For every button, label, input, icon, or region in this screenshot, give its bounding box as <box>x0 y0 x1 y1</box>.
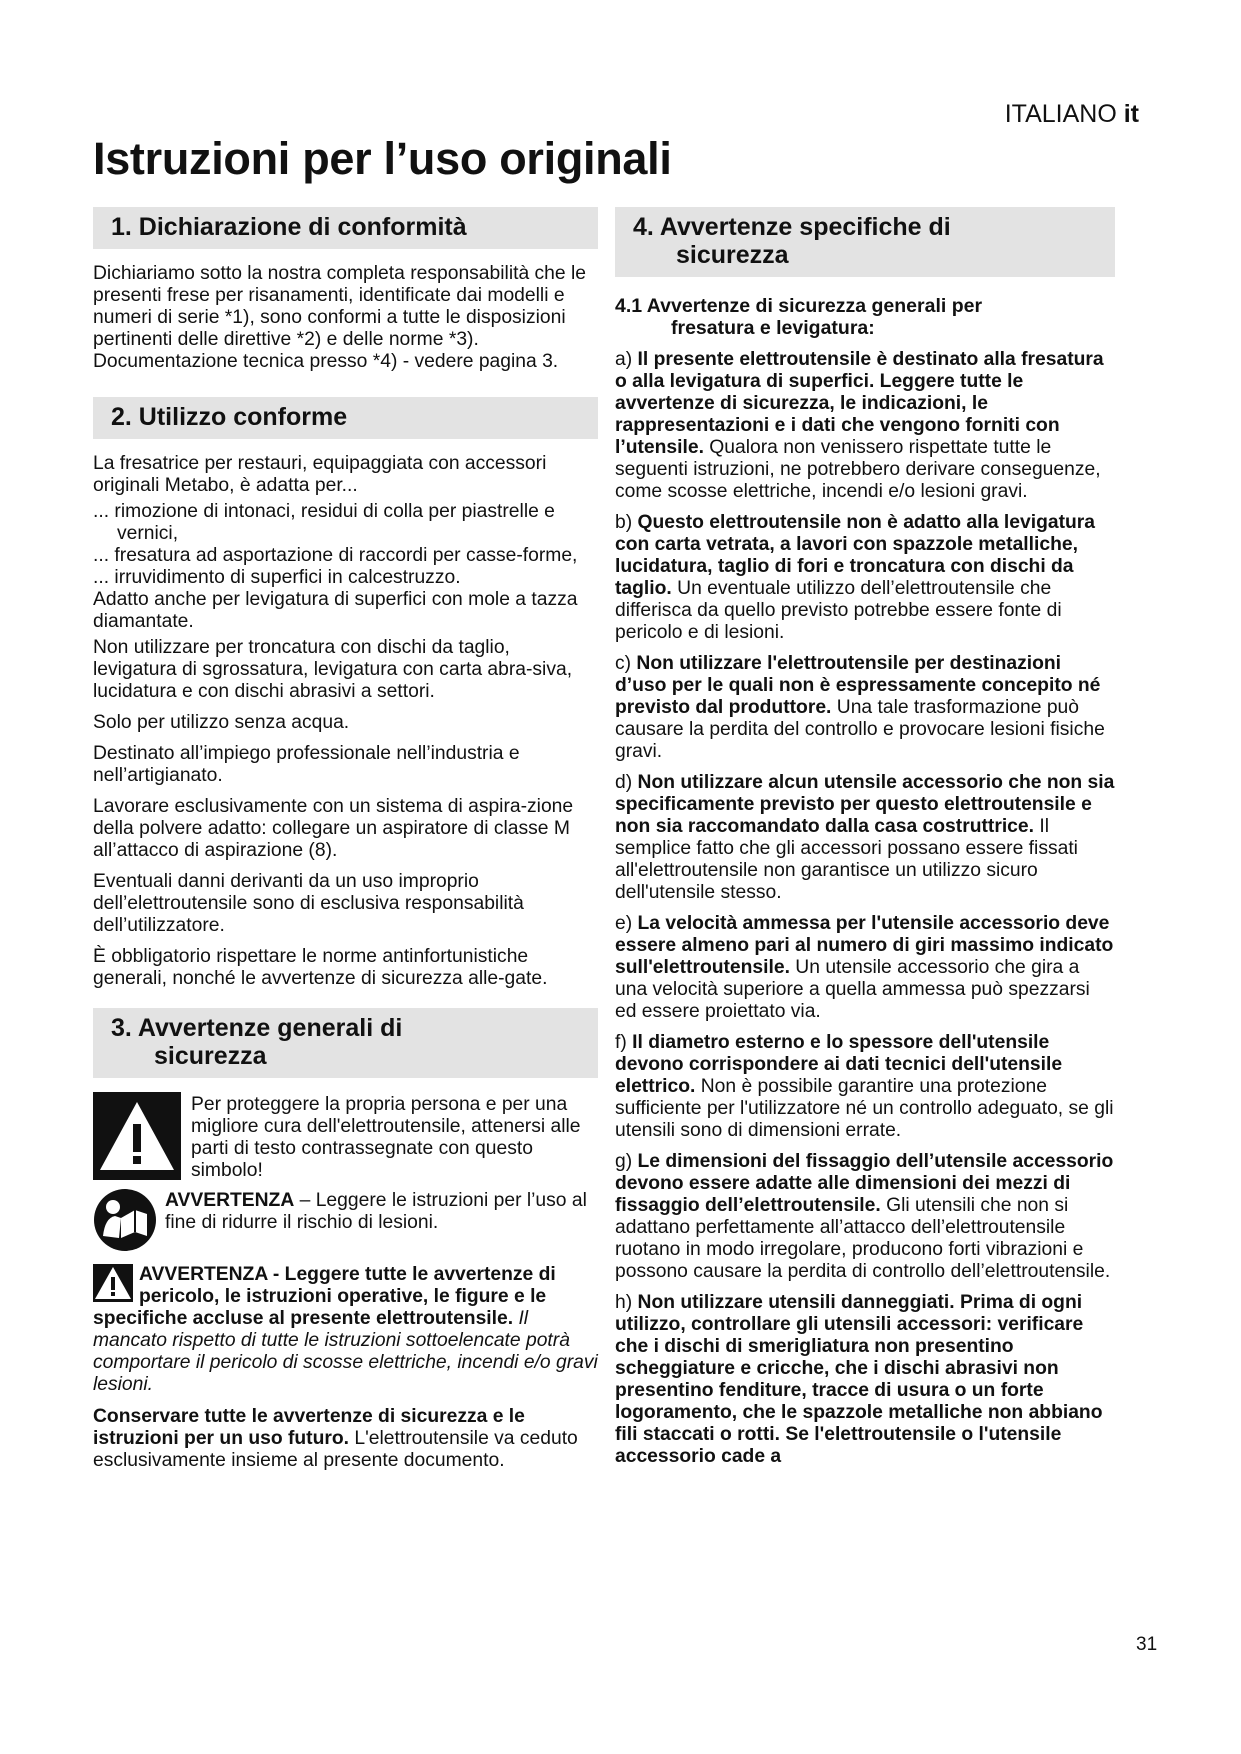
page-number: 31 <box>1136 1634 1158 1655</box>
keep-instructions-paragraph: Conservare tutte le avvertenze di sicurezza e le istruzioni per un uso futuro. L'elettroutensile va ceduto esclusivamente insieme al presente documento. <box>93 1406 578 1471</box>
small-warning-triangle-icon <box>93 1264 133 1302</box>
warning-item-f: f) Il diametro esterno e lo spessore dell'utensile devono corrispondere ai dati tecnici dell'utensile elettrico. Non è possibile garantire una protezione sufficiente per l'utilizzatore né un controllo adeguato, se gli utensili sono di dimensioni errate. <box>615 1032 1114 1141</box>
section-2-paragraph: È obbligatorio rispettare le norme antinfortunistiche generali, nonché le avvertenze di sicurezza alle-gate. <box>93 946 548 989</box>
list-item: ... fresatura ad asportazione di raccordi per casse-forme, <box>93 545 578 566</box>
section-1-text: Dichiariamo sotto la nostra completa responsabilità che le presenti frese per risanamenti, identificate dai modelli e numeri di serie *1), sono conformi a tutte le disposizioni pertinenti delle direttive *2) e delle norme *3). Documentazione tecnica presso *4) - vedere pagina 3. <box>93 263 586 372</box>
list-item: ... rimozione di intonaci, residui di colla per piastrelle e vernici, <box>93 501 555 544</box>
read-manual-icon <box>93 1188 157 1252</box>
section-2-paragraph: Eventuali danni derivanti da un uso improprio dell’elettroutensile sono di esclusiva responsabilità dell’utilizzatore. <box>93 871 524 936</box>
warning-item-b: b) Questo elettroutensile non è adatto alla levigatura con carta vetrata, a lavori con spazzole metalliche, lucidatura, taglio di fori e troncatura con dischi da taglio. Un eventuale utilizzo dell’elettroutensile che differisca da quello previsto potrebbe essere fonte di pericolo e di lesioni. <box>615 512 1096 643</box>
section-2-intro: La fresatrice per restauri, equipaggiata con accessori originali Metabo, è adatta per... <box>93 453 547 496</box>
section-2-paragraph: Solo per utilizzo senza acqua. <box>93 712 350 733</box>
section-3-heading: 3. Avvertenze generali di sicurezza <box>93 1008 598 1078</box>
section-4-1-heading: 4.1 Avvertenze di sicurezza generali per fresatura e levigatura: <box>615 295 983 339</box>
right-column <box>615 207 1115 1477</box>
list-item: ... irruvidimento di superfici in calcestruzzo. <box>93 567 461 588</box>
section-2-paragraph: Destinato all’impiego professionale nell’industria e nell’artigianato. <box>93 743 520 786</box>
general-warning-paragraph: AVVERTENZA - Leggere tutte le avvertenze di pericolo, le istruzioni operative, le figure e le specifiche accluse al presente elettroutensile. Il mancato rispetto di tutte le istruzioni sottoelencate potrà comportare il pericolo di scosse elettriche, incendi e/o gravi lesioni. <box>93 1264 598 1395</box>
warning-item-a: a) Il presente elettroutensile è destinato alla fresatura o alla levigatura di superfici. Leggere tutte le avvertenze di sicurezza, le indicazioni, le rappresentazioni e i dati che vengono forniti con l’utensile. Qualora non venissero rispettate tutte le seguenti istruzioni, ne potrebbero derivare conseguenze, come scosse elettriche, incendi e/o lesioni gravi. <box>615 349 1104 502</box>
read-manual-text: AVVERTENZA – Leggere le istruzioni per l’uso al fine di ridurre il rischio di lesioni. <box>165 1190 587 1233</box>
warning-symbol-text: Per proteggere la propria persona e per una migliore cura dell'elettroutensile, attenersi alle parti di testo contrassegnate con questo simbolo! <box>191 1094 581 1181</box>
warning-item-e: e) La velocità ammessa per l'utensile accessorio deve essere almeno pari al numero di giri massimo indicato sull'elettroutensile. Un utensile accessorio che gira a una velocità superiore a quella ammessa può spezzarsi ed essere proiettato via. <box>615 913 1114 1022</box>
section-2-paragraph: Non utilizzare per troncatura con dischi da taglio, levigatura di sgrossatura, levigatura con carta abra-siva, lucidatura e con dischi abrasivi a settori. <box>93 637 573 702</box>
warning-item-d: d) Non utilizzare alcun utensile accessorio che non sia specificamente previsto per questo elettroutensile e non sia raccomandato dalla casa costruttrice. Il semplice fatto che gli accessori possano essere fissati all'elettroutensile non garantisce un utilizzo sicuro dell'utensile stesso. <box>615 772 1115 903</box>
warning-item-g: g) Le dimensioni del fissaggio dell’utensile accessorio devono essere adatte alle dimensioni dei mezzi di fissaggio dell’elettroutensile. Gli utensili che non si adattano perfettamente all’attacco dell’elettroutensile ruotano in modo irregolare, producono forti vibrazioni e possono causare la perdita di controllo dell’elettroutensile. <box>615 1151 1114 1282</box>
section-2-paragraph: Lavorare esclusivamente con un sistema di aspira-zione della polvere adatto: collegare un aspiratore di classe M all’attacco di aspirazione (8). <box>93 796 574 861</box>
section-2-heading: 2. Utilizzo conforme <box>93 397 598 439</box>
warning-symbol-note <box>93 1092 598 1182</box>
warning-item-c: c) Non utilizzare l'elettroutensile per destinazioni d’uso per le quali non è espressamente concepito né previsto dal produttore. Una tale trasformazione può causare la perdita del controllo e provocare lesioni fisiche gravi. <box>615 653 1105 762</box>
warning-triangle-icon <box>93 1092 181 1180</box>
section-4-heading: 4. Avvertenze specifiche di sicurezza <box>615 207 1115 277</box>
warning-item-h: h) Non utilizzare utensili danneggiati. Prima di ogni utilizzo, controllare gli utensili accessori: verificare che i dischi di smerigliatura non presentino scheggiature e cricche, che i dischi abrasivi non presentino fenditure, tracce di usura o un forte logoramento, che le spazzole metalliche non abbiano fili staccati o rotti. Se l'elettroutensile o l'utensile accessorio cade a <box>615 1292 1103 1467</box>
page-title: Istruzioni per l’uso originali <box>93 133 672 184</box>
language-label: ITALIANO it <box>1004 100 1139 128</box>
section-2-paragraph: Adatto anche per levigatura di superfici con mole a tazza diamantate. <box>93 589 578 632</box>
section-1-heading: 1. Dichiarazione di conformità <box>93 207 598 249</box>
read-manual-note <box>93 1188 598 1252</box>
left-column <box>93 207 598 1481</box>
